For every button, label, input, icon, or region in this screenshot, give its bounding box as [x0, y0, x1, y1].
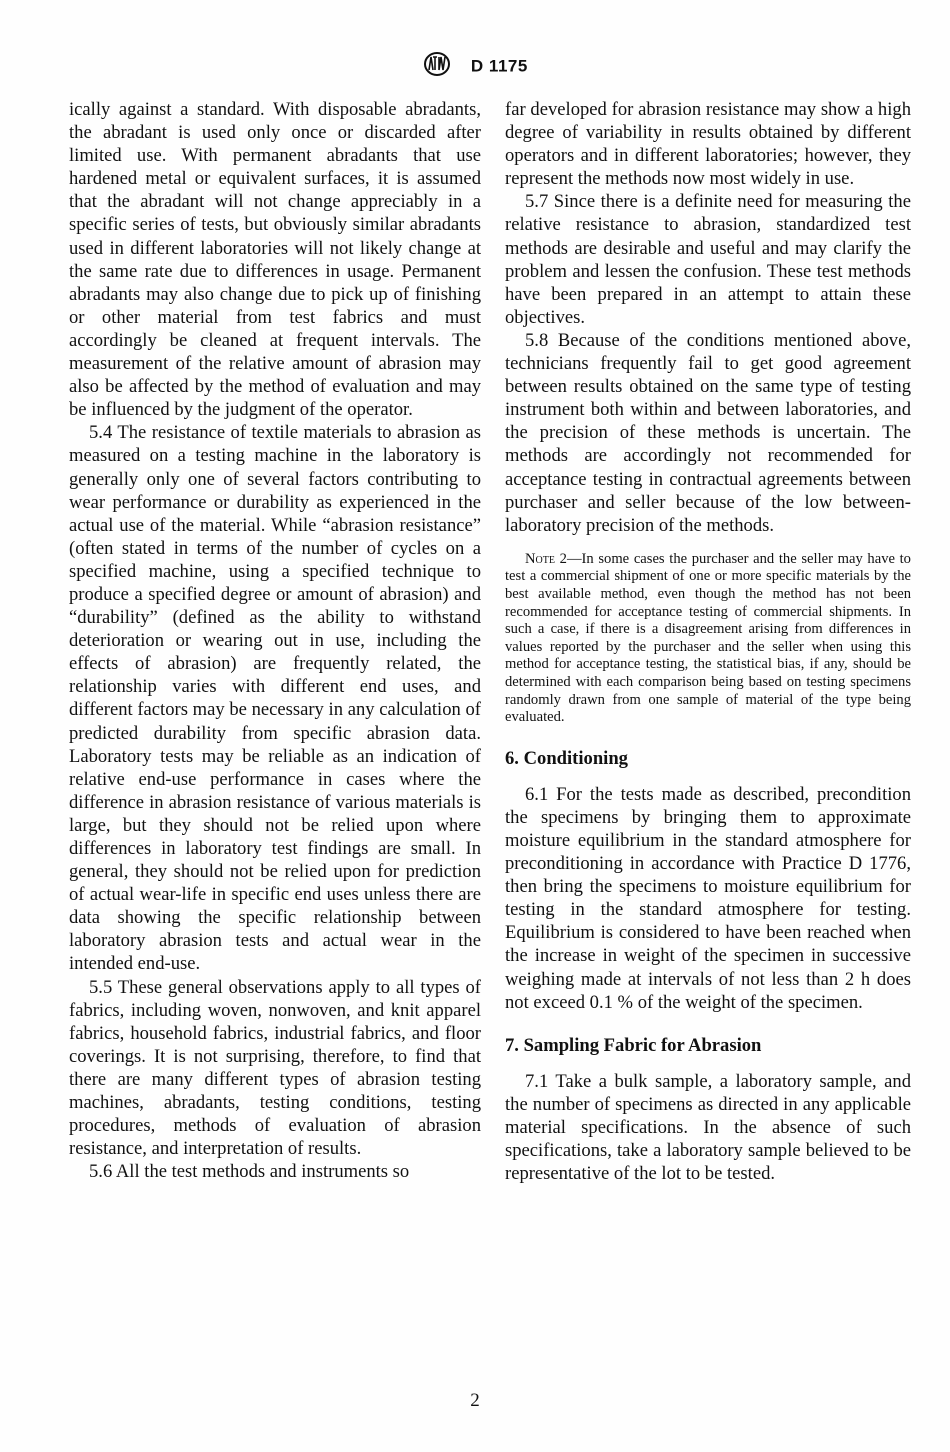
right-column	[505, 98, 911, 1185]
page-header	[0, 52, 950, 81]
paragraph-continuation: ically against a standard. With disposable abradants, the abradant is used only once or discarded after limited use. With permanent abradants that use hardened metal or equivalent surfaces, it is assumed that the abradant will not change appreciably in a specific series of tests, but obviously similar abradants used in different laboratories will not likely change at the same rate due to differences in usage. Permanent abradants may also change due to pick up of finishing or other material from test fabrics and must accordingly be cleaned at frequent intervals. The measurement of the relative amount of abrasion may also be affected by the method of evaluation and may be influenced by the judgment of the operator.	[69, 99, 481, 421]
section-7-heading: 7. Sampling Fabric for Abrasion	[505, 1034, 762, 1056]
note-2	[505, 551, 911, 727]
paragraph-5-6: 5.6 All the test methods and instruments so	[89, 1161, 410, 1183]
left-column	[69, 98, 481, 1183]
document-id: D 1175	[470, 56, 528, 76]
page-number: 2	[470, 1390, 480, 1411]
astm-logo-icon	[422, 52, 452, 81]
paragraph-5-7: 5.7 Since there is a definite need for measuring the relative resistance to abrasion, standardized test methods are desirable and useful and may clarify the problem and lessen the confusion. These test methods have been prepared in an attempt to attain these objectives.	[505, 191, 911, 328]
paragraph-6-1: 6.1 For the tests made as described, precondition the specimens by bringing them to approximate moisture equilibrium in the standard atmosphere for preconditioning in accordance with Practice D 1776, then bring the specimens to moisture equilibrium for testing in the standard atmosphere for testing. Equilibrium is considered to have been reached when the increase in weight of the specimen in successive weighing made at intervals of not less than 2 h does not exceed 0.1 % of the weight of the specimen.	[505, 783, 911, 1013]
paragraph-continuation: far developed for abrasion resistance may show a high degree of variability in results obtained by different operators and in different laboratories; however, they represent the methods now most widely in use.	[505, 99, 911, 190]
section-6-heading: 6. Conditioning	[505, 747, 628, 769]
paragraph-5-8: 5.8 Because of the conditions mentioned above, technicians frequently fail to get good agreement between results obtained on the same type of testing instrument both within and between laboratories, and the precision of these methods is uncertain. The methods are accordingly not recommended for acceptance testing in contractual agreements between purchaser and seller because of the low between-laboratory precision of the methods.	[505, 329, 911, 536]
paragraph-5-5: 5.5 These general observations apply to all types of fabrics, including woven, nonwoven, and knit apparel fabrics, household fabrics, industrial fabrics, and floor coverings. It is not surprising, therefore, to find that there are many different types of abrasion testing machines, abradants, testing conditions, testing procedures, methods of evaluation of abrasion resistance, and interpretation of results.	[69, 976, 481, 1160]
paragraph-5-4: 5.4 The resistance of textile materials to abrasion as measured on a testing machine in the laboratory is generally only one of several factors contributing to wear performance or durability as experienced in the actual use of the material. While “abrasion resistance” (often stated in terms of the number of cycles on a specified machine, using a specified technique to produce a specified degree or amount of abrasion) and “durability” (defined as the ability to withstand deterioration or wearing out in use, including the effects of abrasion) are frequently related, the relationship varies with different end uses, and different factors may be necessary in any calculation of predicted durability from specific abrasion data. Laboratory tests may be reliable as an indication of relative end-use performance in cases where the difference in abrasion resistance of various materials is large, but they should not be relied upon where differences in laboratory test findings are small. In general, they should not be relied upon for prediction of actual wear-life in specific end uses unless there are data showing the specific relationship between laboratory abrasion tests and actual wear in the intended end-use.	[69, 422, 481, 975]
paragraph-7-1: 7.1 Take a bulk sample, a laboratory sample, and the number of specimens as directed in any applicable material specifications. In the absence of such specifications, take a laboratory sample believed to be representative of the lot to be tested.	[505, 1070, 911, 1185]
note-text: —In some cases the purchaser and the seller may have to test a commercial shipment of one or more specific materials by the best available method, even though the method has not been recommended for acceptance testing of commercial shipments. In such a case, if there is a disagreement arising from differences in values reported by the purchaser and the seller when using this method for acceptance testing, the statistical bias, if any, should be determined with each comparison being based on testing specimens randomly drawn from one sample of material of the type being evaluated.	[505, 550, 911, 726]
note-label: Note 2	[525, 550, 567, 567]
